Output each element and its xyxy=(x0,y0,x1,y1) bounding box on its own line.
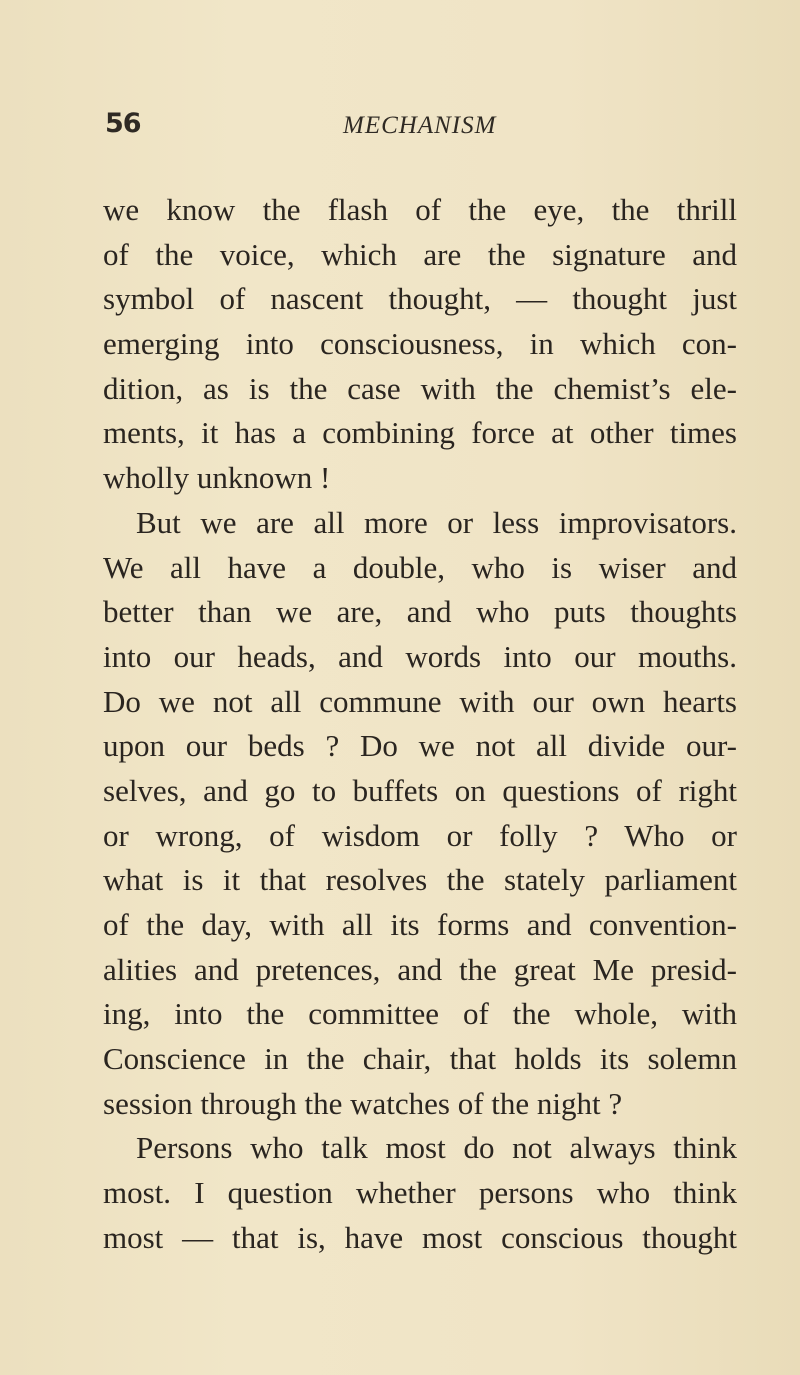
text-line: upon our beds ? Do we not all divide our- xyxy=(103,728,737,764)
text-line: of the voice, which are the signature and xyxy=(103,236,737,272)
page-number: 56 xyxy=(105,108,141,139)
text-line: of the day, with all its forms and convention- xyxy=(103,907,737,942)
text-line: what is it that resolves the stately parliament xyxy=(103,862,737,898)
text-line: Do we not all commune with our own hearts xyxy=(103,683,737,719)
page-header xyxy=(105,108,745,148)
text-line: ments, it has a combining force at other times xyxy=(103,415,737,451)
paragraph-start-line: But we are all more or less improvisators. xyxy=(136,504,737,540)
text-line: better than we are, and who puts thoughts xyxy=(103,594,737,630)
text-line: most. I question whether persons who think xyxy=(103,1175,737,1211)
paragraph-start-line: Persons who talk most do not always think xyxy=(136,1130,737,1166)
text-line: we know the flash of the eye, the thrill xyxy=(103,192,737,227)
text-line: session through the watches of the night ? xyxy=(103,1085,623,1121)
running-head: MECHANISM xyxy=(343,112,497,139)
text-line: or wrong, of wisdom or folly ? Who or xyxy=(103,817,737,853)
text-line: alities and pretences, and the great Me presid- xyxy=(103,951,737,987)
text-line: We all have a double, who is wiser and xyxy=(103,549,737,585)
text-line: dition, as is the case with the chemist’s ele- xyxy=(103,370,737,406)
text-line: Conscience in the chair, that holds its solemn xyxy=(103,1041,737,1077)
text-line: ing, into the committee of the whole, with xyxy=(103,996,737,1032)
text-line: symbol of nascent thought, — thought just xyxy=(103,281,737,317)
text-line: selves, and go to buffets on questions of right xyxy=(103,772,737,808)
text-line: wholly unknown ! xyxy=(103,460,331,496)
body-text xyxy=(103,188,737,1261)
text-line: into our heads, and words into our mouths. xyxy=(103,638,737,674)
text-line: emerging into consciousness, in which con- xyxy=(103,326,737,362)
text-line: most — that is, have most conscious thought xyxy=(103,1219,737,1255)
